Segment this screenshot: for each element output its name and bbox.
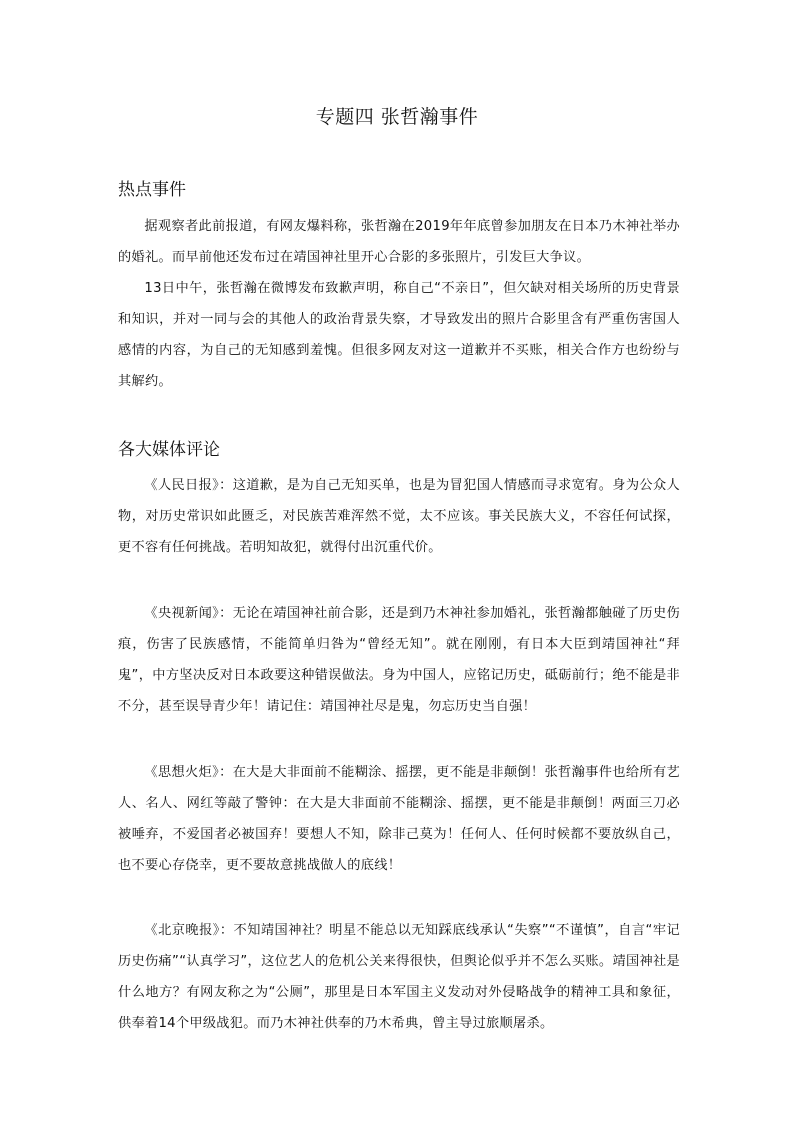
media-comment-paragraph: 《思想火炬》：在大是大非面前不能糊涂、摇摆，更不能是非颠倒！张哲瀚事件也给所有艺人、名人、网红等敲了警钟：在大是大非面前不能糊涂、摇摆，更不能是非颠倒！两面三刀必被唾弃，不爱国者必被国弃！要想人不知，除非己莫为！任何人、任何时候都不要放纵自己，也不要心存侥幸，更不要故意挑战做人的底线！ (118, 765, 680, 873)
page-title: 专题四 张哲瀚事件 (315, 106, 479, 128)
media-comment-paragraph: 《央视新闻》：无论在靖国神社前合影，还是到乃木神社参加婚礼，张哲瀚都触碰了历史伤痕，伤害了民族感情，不能简单归咎为“曾经无知”。就在刚刚，有日本大臣到靖国神社“拜鬼”，中方坚决反对日本政要这种错误做法。身为中国人，应铭记历史，砥砺前行；绝不能是非不分，甚至误导青少年！请记住：靖国神社尽是鬼，勿忘历史当自强！ (118, 606, 680, 714)
section-heading-media-comments: 各大媒体评论 (118, 440, 220, 460)
section-heading-hot-event: 热点事件 (118, 180, 186, 200)
hot-event-paragraph: 据观察者此前报道，有网友爆料称，张哲瀚在2019年年底曾参加朋友在日本乃木神社举办的婚礼。而早前他还发布过在靖国神社里开心合影的多张照片，引发巨大争议。 (118, 219, 680, 265)
media-comment-paragraph: 《人民日报》：这道歉，是为自己无知买单，也是为冒犯国人情感而寻求宽宥。身为公众人物，对历史常识如此匮乏，对民族苦难浑然不觉，太不应该。事关民族大义，不容任何试探，更不容有任何挑战。若明知故犯，就得付出沉重代价。 (118, 478, 680, 555)
hot-event-paragraph: 13日中午，张哲瀚在微博发布致歉声明，称自己“不亲日”，但欠缺对相关场所的历史背景和知识，并对一同与会的其他人的政治背景失察，才导致发出的照片合影里含有严重伤害国人感情的内容，为自己的无知感到羞愧。但很多网友对这一道歉并不买账，相关合作方也纷纷与其解约。 (118, 281, 680, 389)
media-comment-paragraph: 《北京晚报》：不知靖国神社？明星不能总以无知踩底线承认“失察”“不谨慎”，自言“牢记历史伤痛”“认真学习”，这位艺人的危机公关来得很快，但舆论似乎并不怎么买账。靖国神社是什么地方？有网友称之为“公厕”，那里是日本军国主义发动对外侵略战争的精神工具和象征，供奉着14个甲级战犯。而乃木神社供奉的乃木希典，曾主导过旅顺屠杀。 (118, 923, 680, 1031)
